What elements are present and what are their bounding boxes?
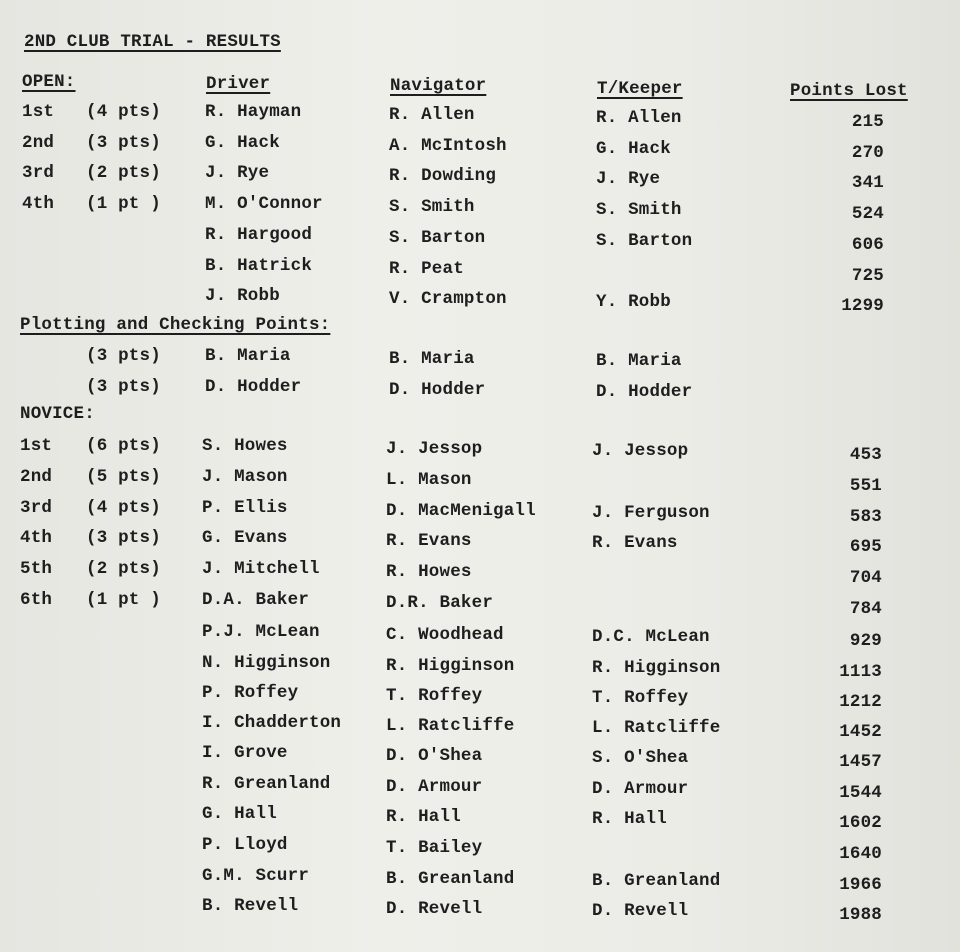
points-awarded: (4 pts)	[86, 498, 161, 518]
points-awarded: (1 pt )	[86, 590, 161, 610]
driver-name: D. Hodder	[205, 377, 302, 397]
timekeeper-name: J. Rye	[596, 169, 661, 189]
driver-name: P.J. McLean	[202, 622, 320, 642]
points-lost-value: 606	[851, 235, 884, 255]
driver-name: G.M. Scurr	[202, 866, 310, 886]
place-label: 2nd	[22, 133, 55, 153]
novice-heading: NOVICE:	[20, 404, 95, 424]
driver-name: P. Lloyd	[202, 835, 288, 855]
navigator-name: D. Revell	[386, 899, 483, 919]
timekeeper-name: S. Barton	[596, 231, 693, 251]
points-lost-header: Points Lost	[790, 81, 908, 101]
points-awarded: (3 pts)	[86, 528, 161, 548]
navigator-name: R. Higginson	[386, 656, 515, 676]
navigator-name: D.R. Baker	[386, 593, 494, 613]
timekeeper-name: J. Jessop	[592, 441, 689, 461]
navigator-name: T. Bailey	[386, 838, 483, 858]
points-lost-value: 1452	[839, 722, 882, 742]
timekeeper-name: D. Hodder	[596, 382, 693, 402]
driver-name: G. Hall	[202, 804, 277, 824]
points-awarded: (3 pts)	[86, 346, 161, 366]
timekeeper-header: T/Keeper	[597, 79, 683, 99]
place-label: 2nd	[20, 467, 53, 487]
driver-name: I. Grove	[202, 743, 288, 763]
points-lost-value: 704	[849, 568, 882, 588]
points-lost-value: 453	[849, 445, 882, 465]
navigator-name: R. Peat	[389, 259, 464, 279]
place-label: 3rd	[22, 163, 55, 183]
timekeeper-name: D.C. McLean	[592, 627, 710, 647]
points-lost-value: 1602	[839, 813, 882, 833]
points-awarded: (2 pts)	[86, 163, 161, 183]
timekeeper-name: R. Evans	[592, 533, 678, 553]
points-lost-value: 1113	[839, 662, 882, 682]
navigator-name: L. Ratcliffe	[386, 716, 515, 736]
points-lost-value: 1988	[839, 905, 882, 925]
navigator-name: D. Armour	[386, 777, 483, 797]
points-lost-value: 551	[849, 476, 882, 496]
timekeeper-name: L. Ratcliffe	[592, 718, 721, 738]
plotting-heading: Plotting and Checking Points:	[20, 315, 331, 335]
navigator-name: R. Allen	[389, 105, 475, 125]
points-lost-value: 929	[849, 631, 882, 651]
points-lost-value: 1299	[841, 296, 884, 316]
navigator-name: A. McIntosh	[389, 136, 507, 156]
navigator-name: J. Jessop	[386, 439, 483, 459]
navigator-name: B. Maria	[389, 349, 475, 369]
navigator-name: B. Greanland	[386, 869, 515, 889]
driver-name: N. Higginson	[202, 653, 331, 673]
navigator-name: S. Smith	[389, 197, 475, 217]
navigator-name: S. Barton	[389, 228, 486, 248]
driver-header: Driver	[206, 74, 271, 94]
driver-name: J. Robb	[205, 286, 280, 306]
place-label: 1st	[20, 436, 53, 456]
driver-name: R. Hayman	[205, 102, 302, 122]
navigator-name: V. Crampton	[389, 289, 507, 309]
points-lost-value: 215	[851, 112, 884, 132]
navigator-name: D. Hodder	[389, 380, 486, 400]
navigator-name: R. Dowding	[389, 166, 497, 186]
timekeeper-name: R. Allen	[596, 108, 682, 128]
navigator-name: L. Mason	[386, 470, 472, 490]
timekeeper-name: J. Ferguson	[592, 503, 710, 523]
points-awarded: (2 pts)	[86, 559, 161, 579]
points-lost-value: 1212	[839, 692, 882, 712]
points-lost-value: 784	[849, 599, 882, 619]
driver-name: J. Mitchell	[202, 559, 320, 579]
timekeeper-name: B. Greanland	[592, 871, 721, 891]
place-label: 1st	[22, 102, 55, 122]
driver-name: G. Evans	[202, 528, 288, 548]
points-awarded: (3 pts)	[86, 377, 161, 397]
points-lost-value: 1544	[839, 783, 882, 803]
points-lost-value: 583	[849, 507, 882, 527]
points-lost-value: 695	[849, 537, 882, 557]
driver-name: J. Mason	[202, 467, 288, 487]
navigator-header: Navigator	[390, 76, 487, 96]
timekeeper-name: B. Maria	[596, 351, 682, 371]
timekeeper-name: S. Smith	[596, 200, 682, 220]
open-heading: OPEN:	[22, 72, 76, 92]
driver-name: J. Rye	[205, 163, 270, 183]
driver-name: R. Greanland	[202, 774, 331, 794]
points-lost-value: 725	[851, 266, 884, 286]
navigator-name: D. O'Shea	[386, 746, 483, 766]
driver-name: P. Ellis	[202, 498, 288, 518]
driver-name: G. Hack	[205, 133, 280, 153]
points-lost-value: 1966	[839, 875, 882, 895]
page-title: 2ND CLUB TRIAL - RESULTS	[24, 32, 281, 52]
timekeeper-name: T. Roffey	[592, 688, 689, 708]
place-label: 4th	[22, 194, 55, 214]
navigator-name: R. Hall	[386, 807, 461, 827]
timekeeper-name: D. Revell	[592, 901, 689, 921]
driver-name: P. Roffey	[202, 683, 299, 703]
navigator-name: R. Howes	[386, 562, 472, 582]
points-awarded: (1 pt )	[86, 194, 161, 214]
points-awarded: (3 pts)	[86, 133, 161, 153]
timekeeper-name: D. Armour	[592, 779, 689, 799]
driver-name: B. Hatrick	[205, 256, 313, 276]
driver-name: S. Howes	[202, 436, 288, 456]
driver-name: I. Chadderton	[202, 713, 342, 733]
driver-name: R. Hargood	[205, 225, 313, 245]
points-awarded: (4 pts)	[86, 102, 161, 122]
timekeeper-name: S. O'Shea	[592, 748, 689, 768]
points-lost-value: 524	[851, 204, 884, 224]
place-label: 3rd	[20, 498, 53, 518]
timekeeper-name: G. Hack	[596, 139, 671, 159]
place-label: 6th	[20, 590, 53, 610]
driver-name: M. O'Connor	[205, 194, 323, 214]
navigator-name: D. MacMenigall	[386, 501, 536, 521]
points-lost-value: 270	[851, 143, 884, 163]
points-awarded: (6 pts)	[86, 436, 161, 456]
place-label: 5th	[20, 559, 53, 579]
navigator-name: R. Evans	[386, 531, 472, 551]
driver-name: B. Revell	[202, 896, 299, 916]
points-lost-value: 1640	[839, 844, 882, 864]
place-label: 4th	[20, 528, 53, 548]
driver-name: B. Maria	[205, 346, 291, 366]
points-lost-value: 1457	[839, 752, 882, 772]
navigator-name: C. Woodhead	[386, 625, 504, 645]
timekeeper-name: R. Higginson	[592, 658, 721, 678]
timekeeper-name: Y. Robb	[596, 292, 671, 312]
navigator-name: T. Roffey	[386, 686, 483, 706]
timekeeper-name: R. Hall	[592, 809, 667, 829]
points-lost-value: 341	[851, 173, 884, 193]
driver-name: D.A. Baker	[202, 590, 310, 610]
points-awarded: (5 pts)	[86, 467, 161, 487]
